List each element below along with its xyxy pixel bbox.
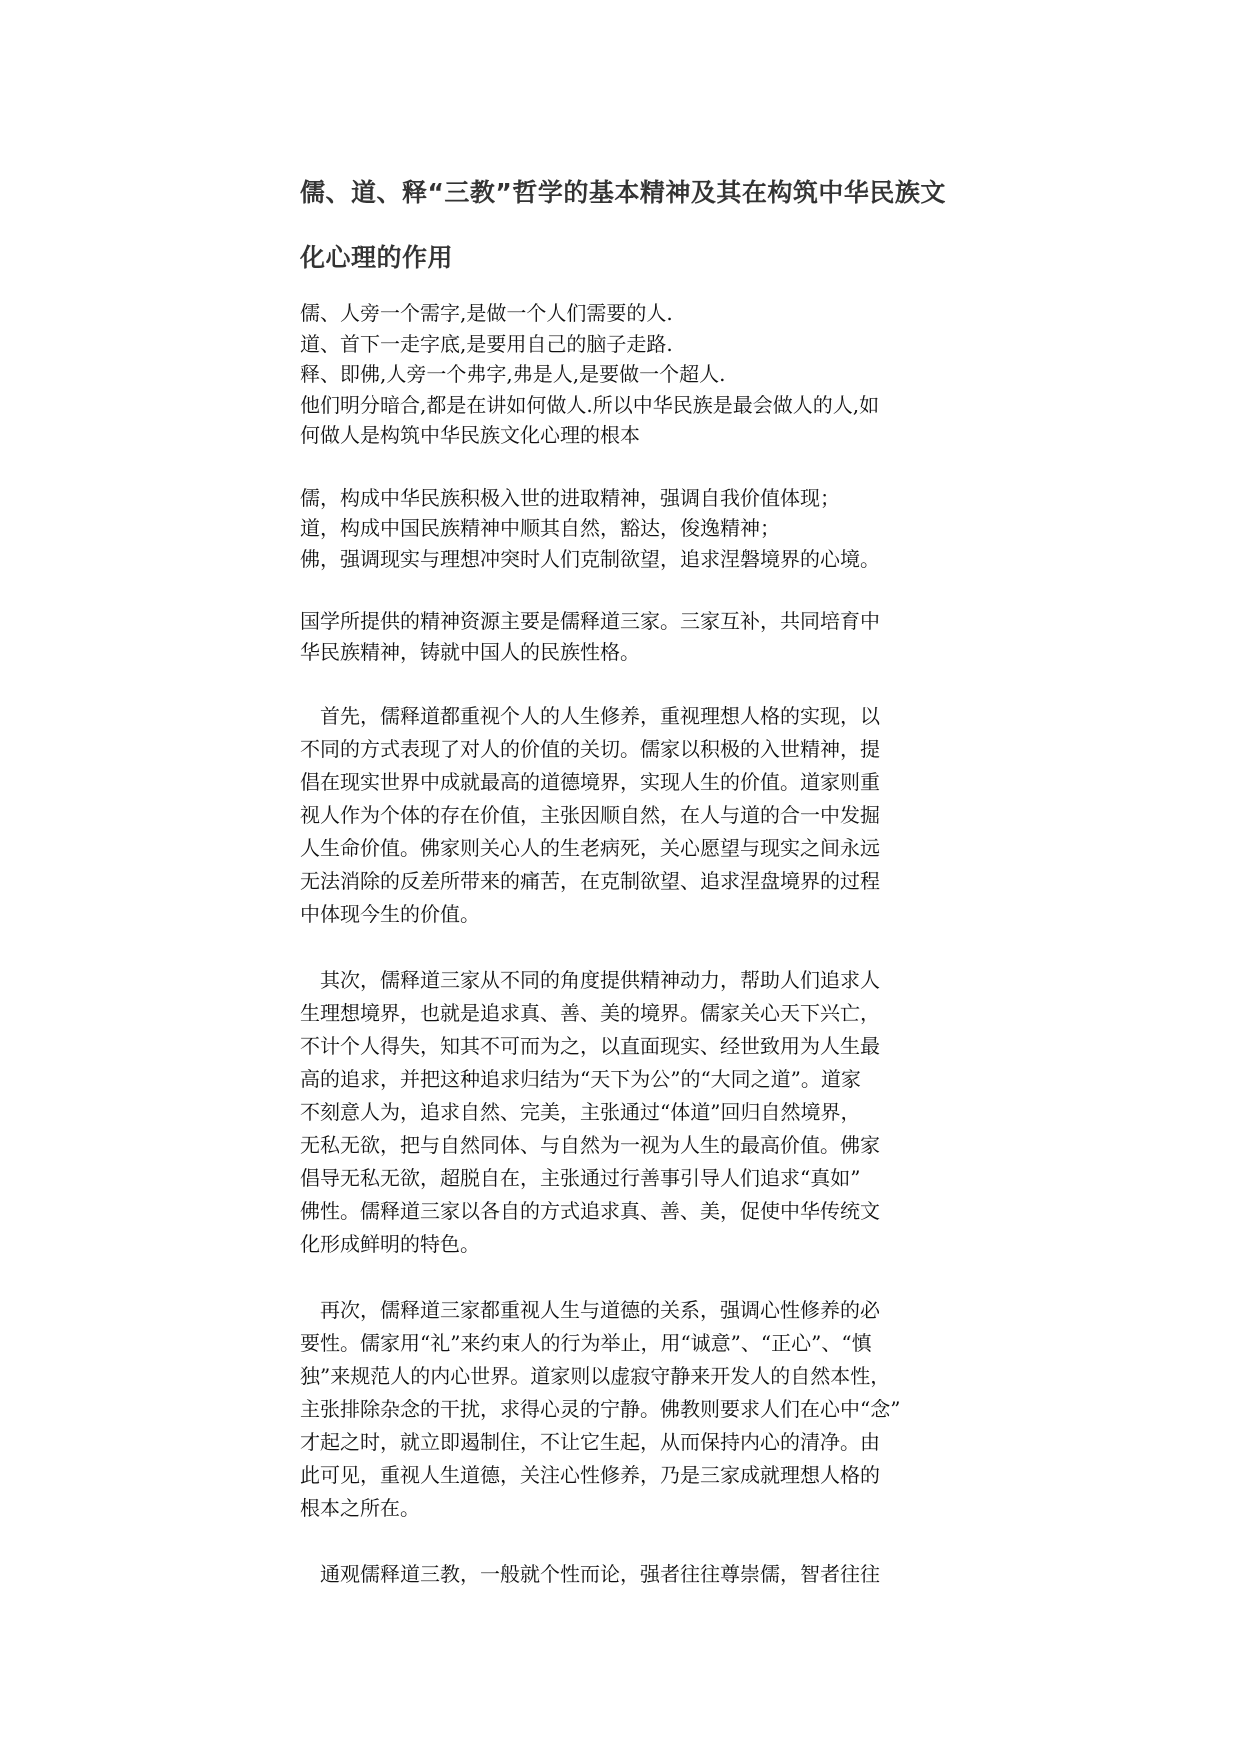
spacer — [300, 931, 945, 964]
paragraph-line: 才起之时，就立即遏制住，不让它生起，从而保持内心的清净。由 — [300, 1430, 880, 1454]
paragraph-first — [300, 700, 945, 931]
intro-line: 他们明分暗合,都是在讲如何做人.所以中华民族是最会做人的人,如 — [300, 392, 880, 417]
intro-block — [300, 298, 945, 451]
paragraph-line: 不刻意人为，追求自然、完美，主张通过“体道”回归自然境界， — [300, 1100, 861, 1124]
paragraph-line: 再次，儒释道三家都重视人生与道德的关系，强调心性修养的必 — [300, 1298, 880, 1322]
summary-block — [300, 483, 945, 575]
resource-block — [300, 606, 945, 667]
paragraph-line: 根本之所在。 — [300, 1496, 420, 1520]
document-body — [300, 160, 945, 1591]
document-title — [300, 160, 945, 290]
spacer — [300, 1261, 945, 1294]
summary-line: 儒，构成中华民族积极入世的进取精神，强调自我价值体现； — [300, 485, 840, 510]
paragraph-line: 首先，儒释道都重视个人的人生修养，重视理想人格的实现，以 — [300, 704, 880, 728]
paragraph-line: 倡在现实世界中成就最高的道德境界，实现人生的价值。道家则重 — [300, 770, 880, 794]
intro-line: 儒、人旁一个需字,是做一个人们需要的人. — [300, 301, 673, 325]
paragraph-line: 不计个人得失，知其不可而为之，以直面现实、经世致用为人生最 — [300, 1034, 880, 1058]
paragraph-line: 要性。儒家用“礼”来约束人的行为举止，用“诚意”、“正心”、“慎 — [300, 1331, 872, 1355]
intro-line: 何做人是构筑中华民族文化心理的根本 — [300, 423, 640, 447]
paragraph-line: 佛性。儒释道三家以各自的方式追求真、善、美，促使中华传统文 — [300, 1199, 880, 1223]
paragraph-third — [300, 1294, 945, 1525]
paragraph-fourth — [300, 1558, 945, 1591]
paragraph-line: 不同的方式表现了对人的价值的关切。儒家以积极的入世精神，提 — [300, 737, 880, 761]
summary-line: 道，构成中国民族精神中顺其自然，豁达，俊逸精神； — [300, 516, 780, 540]
paragraph-second — [300, 964, 945, 1261]
paragraph-line: 此可见，重视人生道德，关注心性修养，乃是三家成就理想人格的 — [300, 1463, 880, 1487]
paragraph-line: 视人作为个体的存在价值，主张因顺自然，在人与道的合一中发掘 — [300, 803, 880, 827]
spacer — [300, 1525, 945, 1558]
paragraph-line: 其次，儒释道三家从不同的角度提供精神动力，帮助人们追求人 — [300, 968, 880, 992]
resource-line: 国学所提供的精神资源主要是儒释道三家。三家互补，共同培育中 — [300, 609, 880, 633]
paragraph-line: 无法消除的反差所带来的痛苦，在克制欲望、追求涅盘境界的过程 — [300, 869, 880, 893]
paragraph-line: 通观儒释道三教，一般就个性而论，强者往往尊崇儒，智者往往 — [300, 1562, 880, 1586]
paragraph-line: 中体现今生的价值。 — [300, 902, 480, 926]
paragraph-line: 主张排除杂念的干扰，求得心灵的宁静。佛教则要求人们在心中“念” — [300, 1397, 901, 1421]
paragraph-line: 生理想境界，也就是追求真、善、美的境界。儒家关心天下兴亡， — [300, 1001, 880, 1025]
paragraph-line: 独”来规范人的内心世界。道家则以虚寂守静来开发人的自然本性， — [300, 1364, 891, 1388]
resource-line: 华民族精神，铸就中国人的民族性格。 — [300, 639, 640, 664]
spacer — [300, 667, 945, 700]
paragraph-line: 高的追求，并把这种追求归结为“天下为公”的“大同之道”。道家 — [300, 1067, 861, 1091]
paragraph-line: 化形成鲜明的特色。 — [300, 1232, 480, 1256]
spacer — [300, 574, 945, 606]
paragraph-line: 无私无欲，把与自然同体、与自然为一视为人生的最高价值。佛家 — [300, 1133, 880, 1157]
intro-line: 道、首下一走字底,是要用自己的脑子走路. — [300, 331, 673, 356]
spacer — [300, 451, 945, 483]
summary-line: 佛，强调现实与理想冲突时人们克制欲望，追求涅磐境界的心境。 — [300, 546, 880, 571]
title-line: 化心理的作用 — [300, 243, 454, 272]
intro-line: 释、即佛,人旁一个弗字,弗是人,是要做一个超人. — [300, 362, 726, 386]
paragraph-line: 倡导无私无欲，超脱自在，主张通过行善事引导人们追求“真如” — [300, 1166, 861, 1190]
title-line: 儒、道、释“三教”哲学的基本精神及其在构筑中华民族文 — [300, 178, 946, 207]
paragraph-line: 人生命价值。佛家则关心人的生老病死，关心愿望与现实之间永远 — [300, 836, 880, 860]
